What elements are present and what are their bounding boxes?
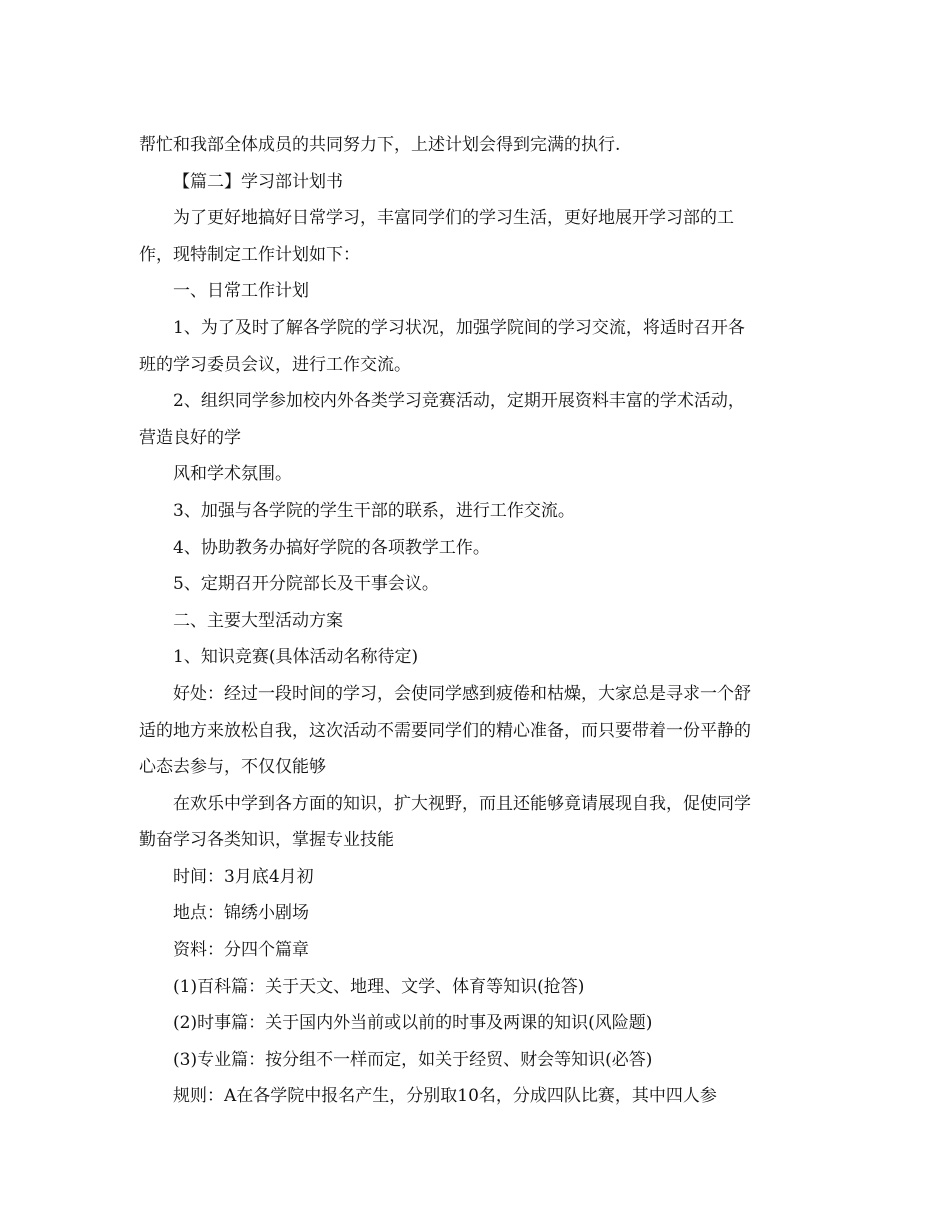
text-line: 地点：锦绣小剧场 [173, 903, 309, 924]
text-line: 5、定期召开分院部长及干事会议。 [173, 574, 439, 595]
text-line: 二、主要大型活动方案 [173, 610, 343, 631]
text-line: 勤奋学习各类知识，掌握专业技能 [139, 830, 394, 851]
text-line: (1)百科篇：关于天文、地理、文学、体育等知识(抢答) [173, 976, 585, 997]
text-line: 一、日常工作计划 [173, 281, 309, 302]
text-line: 资料：分四个篇章 [173, 940, 309, 961]
text-line: 营造良好的学 [139, 427, 241, 448]
text-line: 风和学术氛围。 [173, 464, 292, 485]
text-line: 心态去参与，不仅仅能够 [139, 757, 326, 778]
text-line: 适的地方来放松自我，这次活动不需要同学们的精心准备，而只要带着一份平静的 [139, 720, 751, 741]
text-line: 好处：经过一段时间的学习，会使同学感到疲倦和枯燥，大家总是寻求一个舒 [173, 683, 751, 704]
text-line: 【篇二】学习部计划书 [173, 171, 343, 192]
text-line: (3)专业篇：按分组不一样而定，如关于经贸、财会等知识(必答) [173, 1049, 653, 1070]
text-line: 1、知识竞赛(具体活动名称待定) [173, 647, 419, 668]
text-line: 班的学习委员会议，进行工作交流。 [139, 354, 411, 375]
text-line: 时间：3月底4月初 [173, 866, 314, 887]
text-line: 帮忙和我部全体成员的共同努力下，上述计划会得到完满的执行. [139, 135, 621, 155]
text-line: 2、组织同学参加校内外各类学习竞赛活动，定期开展资料丰富的学术活动， [173, 391, 745, 412]
text-line: 为了更好地搞好日常学习，丰富同学们的学习生活，更好地展开学习部的工 [173, 208, 734, 229]
text-line: 在欢乐中学到各方面的知识，扩大视野，而且还能够竟请展现自我，促使同学 [173, 793, 751, 814]
text-line: 3、加强与各学院的学生干部的联系，进行工作交流。 [173, 500, 575, 521]
text-line: 1、为了及时了解各学院的学习状况，加强学院间的学习交流，将适时召开各 [173, 317, 745, 338]
text-line: (2)时事篇：关于国内外当前或以前的时事及两课的知识(风险题) [173, 1013, 653, 1034]
text-line: 4、协助教务办搞好学院的各项教学工作。 [173, 537, 490, 558]
document-body [139, 127, 819, 1115]
text-line: 规则：A在各学院中报名产生，分别取10名，分成四队比赛，其中四人参 [173, 1086, 717, 1107]
text-line: 作，现特制定工作计划如下： [139, 244, 360, 265]
